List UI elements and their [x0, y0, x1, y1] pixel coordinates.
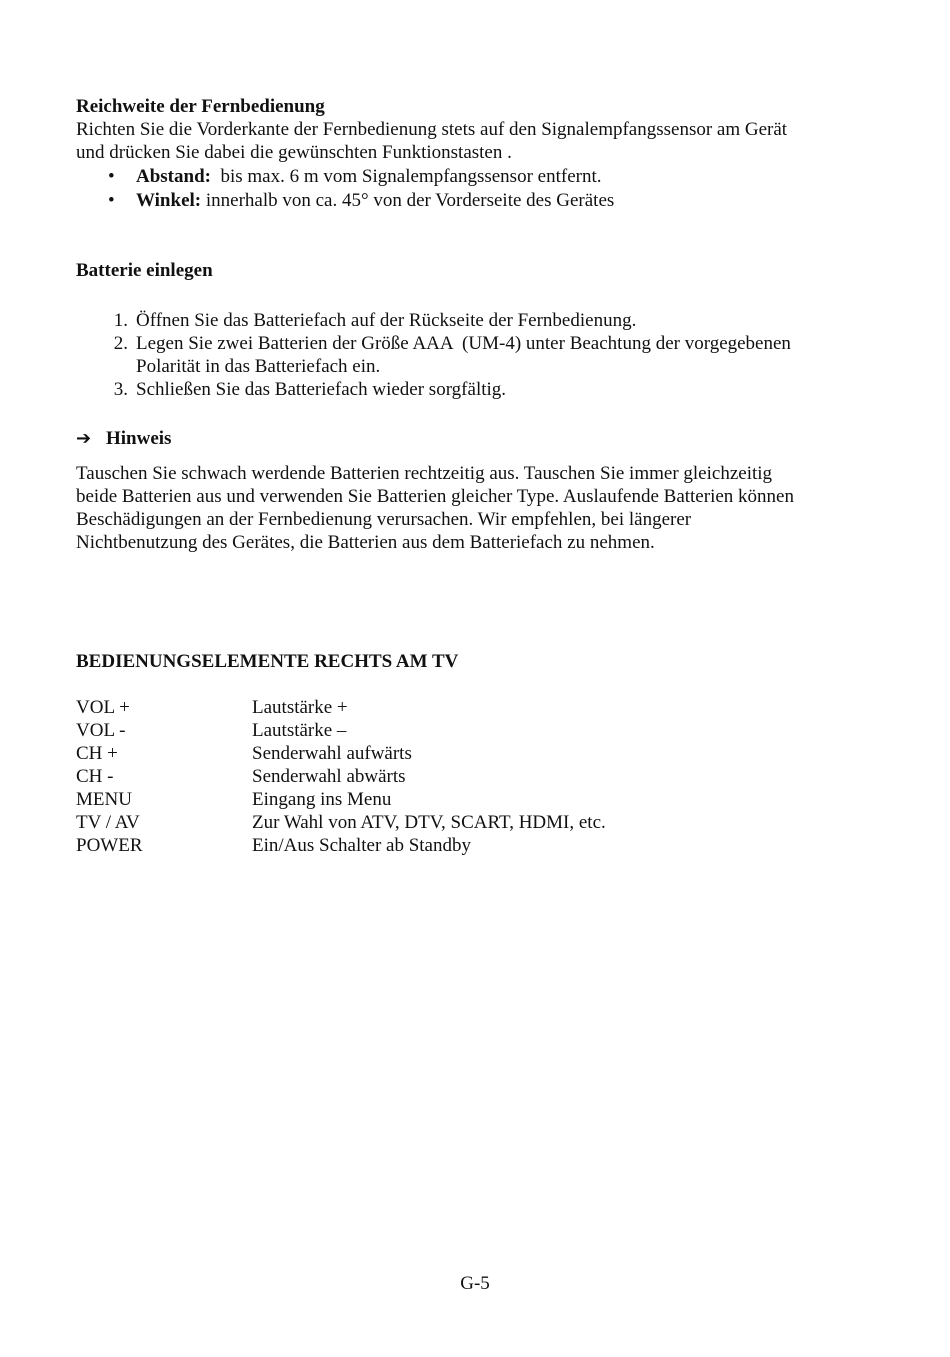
bullet-icon: • — [108, 190, 115, 211]
step-text: Öffnen Sie das Batteriefach auf der Rückseite der Fernbedienung. — [136, 310, 637, 331]
control-key: CH - — [76, 766, 114, 787]
control-key: VOL - — [76, 720, 126, 741]
control-key: VOL + — [76, 697, 130, 718]
control-key: TV / AV — [76, 812, 140, 833]
page-number: G-5 — [460, 1273, 490, 1294]
note-line: Tauschen Sie schwach werdende Batterien rechtzeitig aus. Tauschen Sie immer gleichzeitig — [76, 463, 773, 484]
note-line: Nichtbenutzung des Gerätes, die Batterien aus dem Batteriefach zu nehmen. — [76, 532, 655, 553]
note-line: Beschädigungen an der Fernbedienung verursachen. Wir empfehlen, bei längerer — [76, 509, 692, 530]
control-description: Lautstärke – — [252, 720, 347, 741]
control-key: POWER — [76, 835, 143, 856]
bullet-label: Abstand: — [136, 166, 211, 187]
bullet-text: innerhalb von ca. 45° von der Vorderseite des Gerätes — [201, 190, 615, 211]
step-number: 2. — [113, 333, 128, 354]
step-text: Legen Sie zwei Batterien der Größe AAA (UM-4) unter Beachtung der vorgegebenen — [136, 333, 791, 354]
paragraph-line: und drücken Sie dabei die gewünschten Funktionstasten . — [76, 142, 512, 163]
paragraph-line: Richten Sie die Vorderkante der Fernbedienung stets auf den Signalempfangssensor am Gerät — [76, 119, 788, 140]
step-number: 1. — [113, 310, 128, 331]
arrow-right-icon: ➔ — [76, 428, 92, 449]
bullet-text: bis max. 6 m vom Signalempfangssensor entfernt. — [210, 166, 602, 187]
note-heading: Hinweis — [106, 428, 172, 449]
note-line: beide Batterien aus und verwenden Sie Batterien gleicher Type. Auslaufende Batterien können — [76, 486, 794, 507]
bullet-icon: • — [108, 166, 115, 187]
control-description: Lautstärke + — [252, 697, 348, 718]
control-description: Zur Wahl von ATV, DTV, SCART, HDMI, etc. — [252, 812, 606, 833]
control-key: MENU — [76, 789, 132, 810]
control-description: Eingang ins Menu — [252, 789, 392, 810]
control-description: Senderwahl aufwärts — [252, 743, 412, 764]
step-text: Schließen Sie das Batteriefach wieder sorgfältig. — [136, 379, 507, 400]
section-heading-controls: BEDIENUNGSELEMENTE RECHTS AM TV — [76, 651, 459, 672]
control-description: Senderwahl abwärts — [252, 766, 406, 787]
step-number: 3. — [113, 379, 128, 400]
control-key: CH + — [76, 743, 118, 764]
section-heading-range: Reichweite der Fernbedienung — [76, 96, 325, 117]
step-text: Polarität in das Batteriefach ein. — [136, 356, 381, 377]
bullet-item-distance — [136, 165, 601, 188]
bullet-label: Winkel: — [136, 190, 202, 211]
section-heading-battery: Batterie einlegen — [76, 260, 213, 281]
bullet-item-angle — [136, 189, 614, 212]
control-description: Ein/Aus Schalter ab Standby — [252, 835, 471, 856]
